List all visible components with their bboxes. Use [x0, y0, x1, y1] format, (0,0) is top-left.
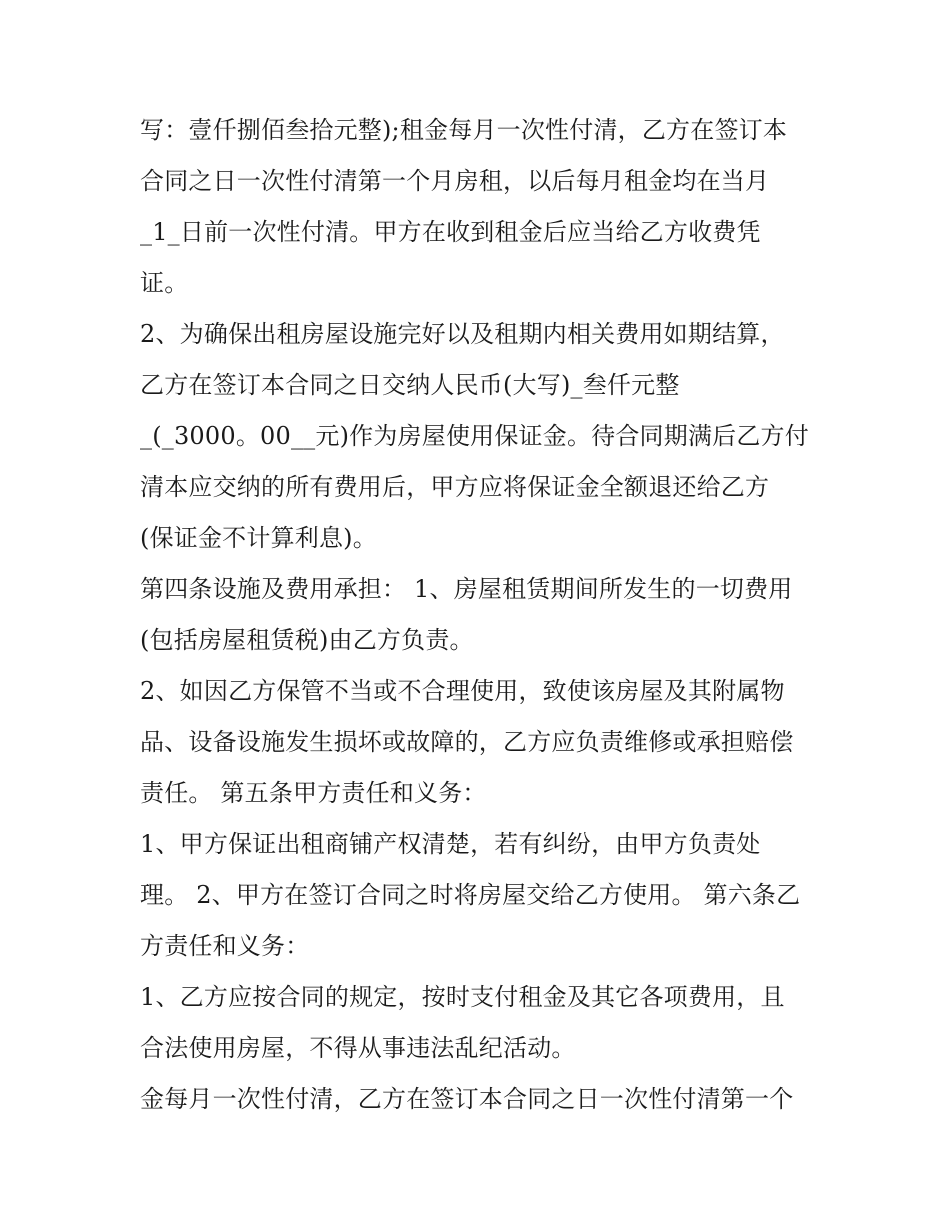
text-line: 合同之日一次性付清第一个月房租，以后每月租金均在当月	[140, 167, 770, 195]
text-line: 2、为确保出租房屋设施完好以及租期内相关费用如期结算，	[140, 320, 785, 348]
text-line: 乙方在签订本合同之日交纳人民币(大写)_叁仟元整	[140, 371, 680, 399]
text-line: _(_3000。00__元)作为房屋使用保证金。待合同期满后乙方付	[140, 422, 809, 450]
text-line: 第四条设施及费用承担： 1、房屋租赁期间所发生的一切费用	[140, 575, 793, 603]
text-line: 1、乙方应按合同的规定，按时支付租金及其它各项费用，且	[140, 983, 785, 1011]
text-line: 方责任和义务：	[140, 932, 310, 960]
text-line: (保证金不计算利息)。	[140, 524, 377, 552]
text-line: 2、如因乙方保管不当或不合理使用，致使该房屋及其附属物	[140, 677, 785, 705]
text-line: 责任。 第五条甲方责任和义务：	[140, 779, 487, 807]
text-line: 合法使用房屋，不得从事违法乱纪活动。	[140, 1034, 576, 1062]
text-line: 理。 2、甲方在签订合同之时将房屋交给乙方使用。 第六条乙	[140, 881, 801, 909]
text-line: (包括房屋租赁税)由乙方负责。	[140, 626, 474, 654]
text-line: _1_日前一次性付清。甲方在收到租金后应当给乙方收费凭	[140, 218, 761, 246]
text-line: 1、甲方保证出租商铺产权清楚，若有纠纷，由甲方负责处	[140, 830, 761, 858]
text-line: 证。	[140, 269, 189, 297]
text-line: 金每月一次性付清，乙方在签订本合同之日一次性付清第一个	[140, 1085, 794, 1113]
document-body	[140, 105, 830, 1125]
text-line: 清本应交纳的所有费用后，甲方应将保证金全额退还给乙方	[140, 473, 770, 501]
text-line: 写：壹仟捌佰叁拾元整);租金每月一次性付清，乙方在签订本	[140, 116, 788, 144]
text-line: 品、设备设施发生损坏或故障的，乙方应负责维修或承担赔偿	[140, 728, 794, 756]
